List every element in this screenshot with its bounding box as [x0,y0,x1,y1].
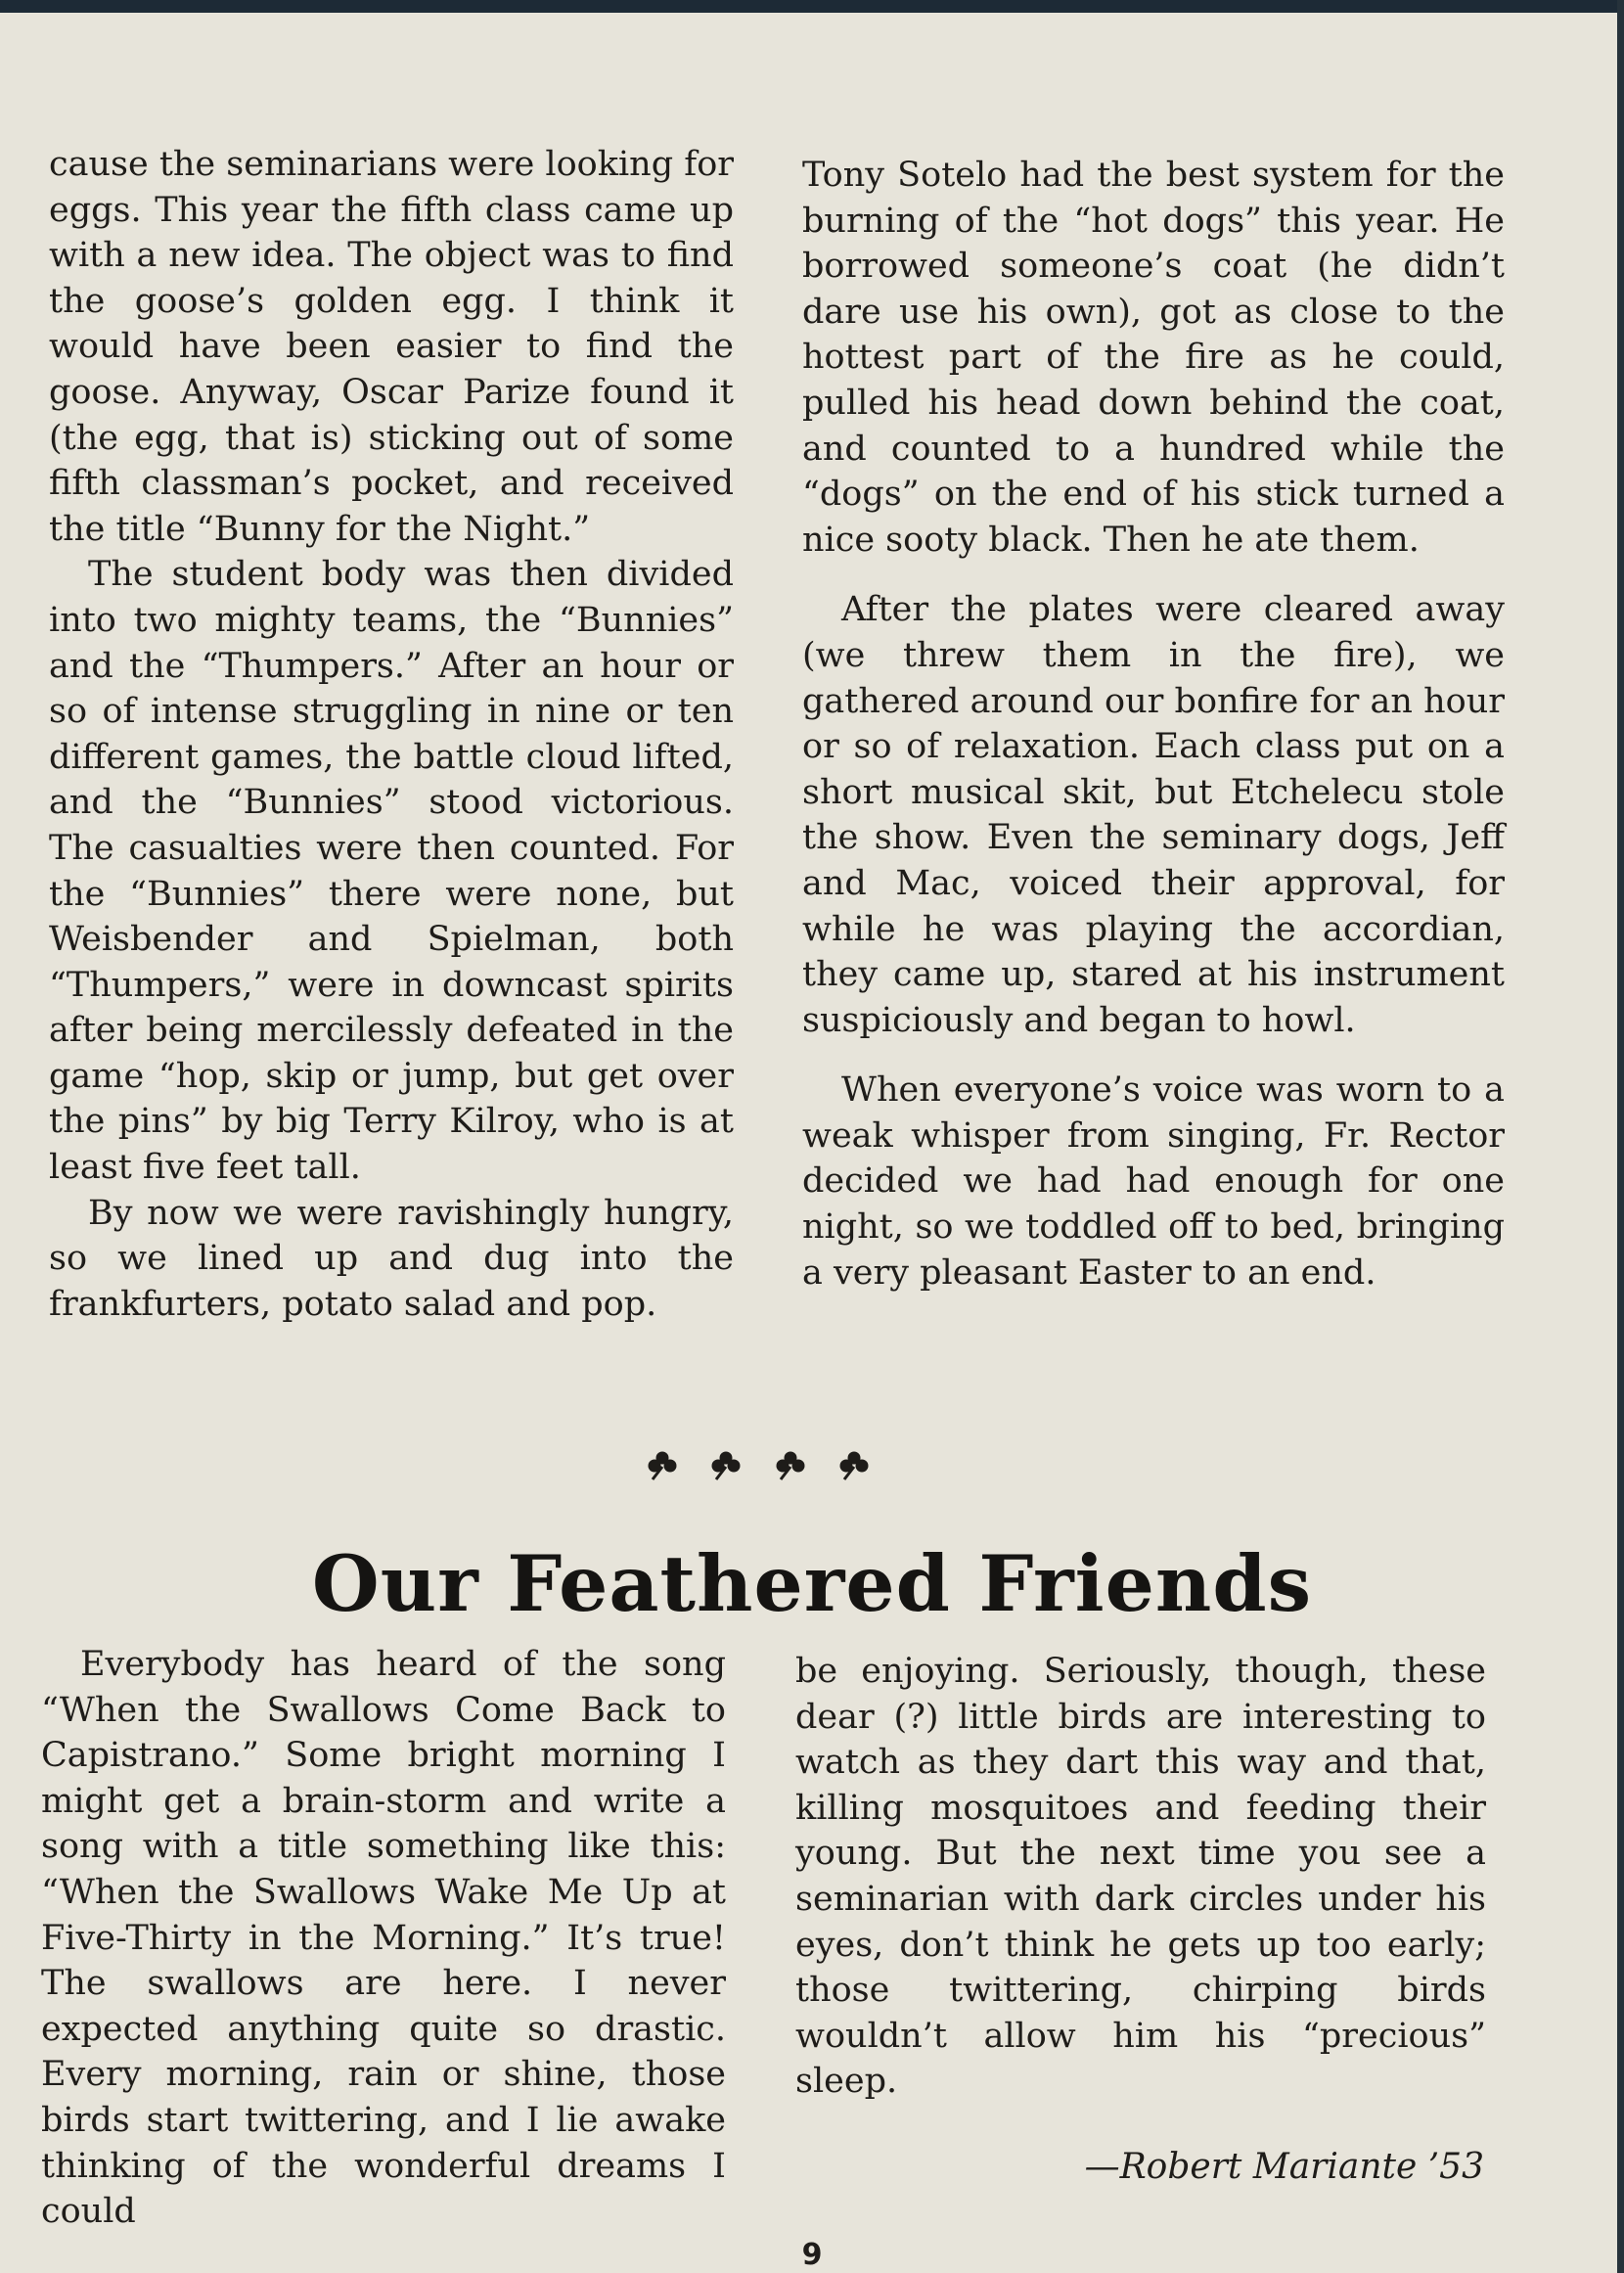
author-signature: —Robert Mariante ’53 [1084,2147,1484,2187]
paragraph: be enjoying. Seriously, though, these dear (?) little birds are interesting to watch as they dart this way and that, killing mosquitoes and feeding their young. But the next time you see a seminarian with dark circles under his eyes, don’t think he gets up too early; those twittering, chirping birds wouldn’t allow him his “precious” sleep. [795,1652,1486,2102]
paragraph: Tony Sotelo had the best system for the burning of the “hot dogs” this year. He borrowed someone’s coat (he didn’t dare use his own), got as close to the hottest part of the fire as he could, pulled his head down behind the coat, and counted to a hundred while the “dogs” on the end of his stick turned a nice sooty black. Then he ate them. [802,156,1505,560]
paragraph: Everybody has heard of the song “When the Swallows Come Back to Capistrano.” Some bright morning I might get a brain-storm and write a song with a title something like this: “When the Swallows Wake Me Up at Five-Thirty in the Morning.” It’s true! The swallows are here. I never expected anything quite so drastic. Every morning, rain or shine, those birds start twittering, and I lie awake thinking of the wonderful dreams I could [41,1645,726,2232]
text-column-left-top [49,142,734,1327]
text-column-right-top [802,153,1505,1296]
paragraph: By now we were ravishingly hungry, so we lined up and dug into the frankfurters, potato salad and pop. [49,1193,734,1324]
paragraph: After the plates were cleared away (we threw them in the fire), we gathered around our bonfire for an hour or so of relaxation. Each class put on a short musical skit, but Etchelecu stole the show. Even the seminary dogs, Jeff and Mac, voiced their approval, for while he was playing the accordian, they came up, stared at his instrument suspiciously and began to howl. [802,590,1505,1040]
article-title: Our Feathered Friends [311,1538,1313,1629]
top-edge-bar [0,0,1624,13]
paragraph: When everyone’s voice was worn to a weak whisper from singing, Fr. Rector decided we had had enough for one night, so we toddled off to bed, bringing a very pleasant Easter to an end. [802,1070,1505,1293]
page-number: 9 [801,2238,823,2272]
clover-leaf-icon [646,1449,679,1482]
paragraph: cause the seminarians were looking for eggs. This year the fifth class came up with a new idea. The object was to find the goose’s golden egg. I think it would have been easier to find the goose. Anyway, Oscar Parize found it (the egg, that is) sticking out of some fifth classman’s pocket, and received the title “Bunny for the Night.” [49,145,734,549]
clover-leaf-icon [837,1449,871,1482]
paragraph: The student body was then divided into two mighty teams, the “Bunnies” and the “Thumpers.” After an hour or so of intense struggling in nine or ten different games, the battle cloud lifted, and the “Bunnies” stood victorious. The casualties were then counted. For the “Bunnies” there were none, but Weisbender and Spielman, both “Thumpers,” were in downcast spirits after being mercilessly defeated in the game “hop, skip or jump, but get over the pins” by big Terry Kilroy, who is at least five feet tall. [49,555,734,1188]
text-column-right-bottom [795,1649,1486,2105]
clover-leaf-icon [774,1449,807,1482]
section-divider-ornaments [646,1446,871,1485]
clover-leaf-icon [709,1449,743,1482]
right-edge-bar [1617,0,1624,2273]
text-column-left-bottom [41,1642,726,2235]
